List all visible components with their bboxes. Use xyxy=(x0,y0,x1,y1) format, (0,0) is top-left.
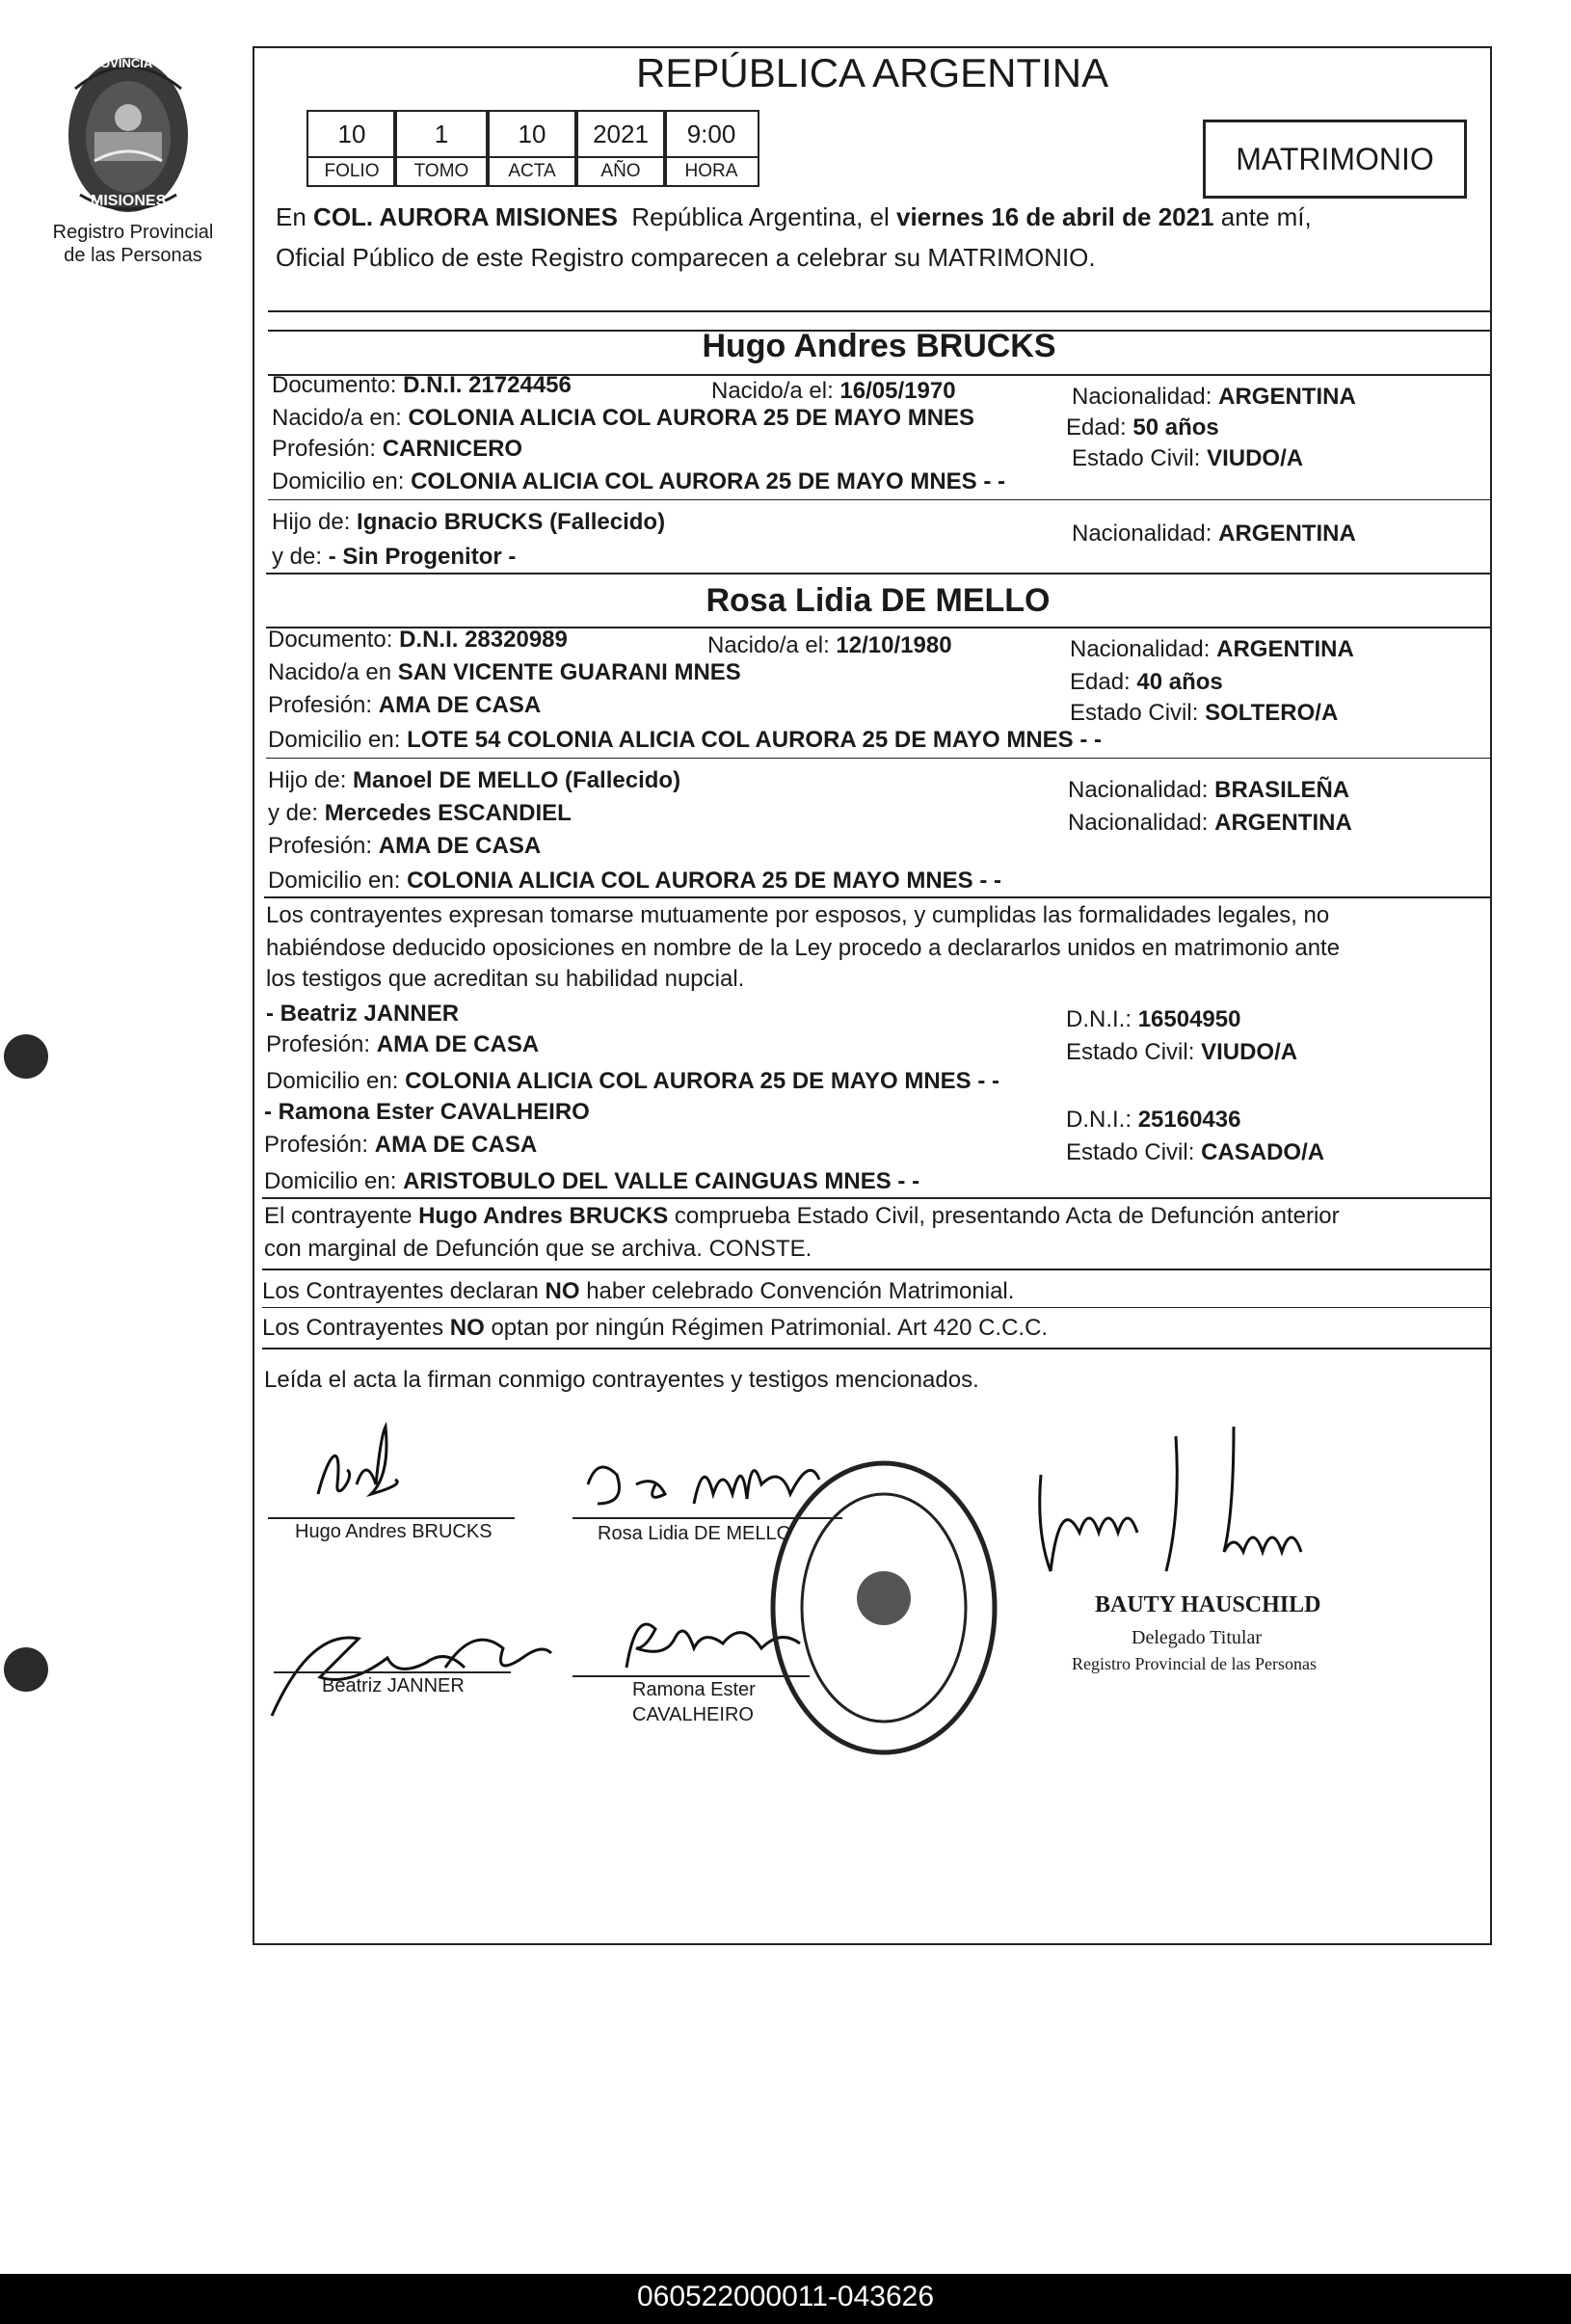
acta-value: 10 xyxy=(486,110,578,158)
regime-top xyxy=(262,1307,1490,1308)
witness1-name: - Beatriz JANNER xyxy=(266,1001,460,1027)
groom-name: Hugo Andres BRUCKS xyxy=(702,328,1056,364)
witness2-dni: D.N.I.: 25160436 xyxy=(1066,1107,1241,1133)
bride-born-on: Nacido/a el: 12/10/1980 xyxy=(707,632,952,658)
witness1-signature-label: Beatriz JANNER xyxy=(322,1675,465,1696)
official-org: Registro Provincial de las Personas xyxy=(1072,1654,1317,1673)
bride-profession: Profesión: AMA DE CASA xyxy=(268,692,542,718)
logo-text-top: PROVINCIA DE xyxy=(83,56,173,70)
hora-value: 9:00 xyxy=(663,110,759,158)
closing-top xyxy=(262,1348,1490,1349)
document-code: 060522000011-043626 xyxy=(636,2281,935,2312)
anio-label: AÑO xyxy=(574,156,667,187)
bride-parent2-profession: Profesión: AMA DE CASA xyxy=(268,833,542,859)
witness1-signature-line xyxy=(274,1671,511,1673)
official-title: Delegado Titular xyxy=(1132,1627,1262,1648)
groom-signature-label: Hugo Andres BRUCKS xyxy=(295,1521,493,1542)
civil-note-line2: con marginal de Defunción que se archiva. CONSTE. xyxy=(264,1236,812,1262)
convention-top xyxy=(262,1269,1490,1270)
punch-hole-bottom xyxy=(4,1647,48,1692)
folio-label: FOLIO xyxy=(306,156,397,187)
official-signature xyxy=(1022,1417,1388,1610)
official-name: BAUTY HAUSCHILD xyxy=(1095,1592,1321,1617)
witness1-civil-status: Estado Civil: VIUDO/A xyxy=(1066,1039,1298,1065)
bride-born-in: Nacido/a en SAN VICENTE GUARANI MNES xyxy=(268,659,741,685)
groom-profession: Profesión: CARNICERO xyxy=(272,436,523,462)
witness2-civil-status: Estado Civil: CASADO/A xyxy=(1066,1139,1325,1165)
anio-value: 2021 xyxy=(574,110,667,158)
witness1-signature xyxy=(253,1610,561,1725)
witness1-profession: Profesión: AMA DE CASA xyxy=(266,1031,540,1057)
groom-parent1: Hijo de: Ignacio BRUCKS (Fallecido) xyxy=(272,509,666,535)
registry-seal-stamp xyxy=(763,1454,1004,1762)
bride-parent2-address: Domicilio en: COLONIA ALICIA COL AURORA 25 DE MAYO MNES - - xyxy=(268,868,1001,894)
hora-label: HORA xyxy=(663,156,759,187)
convention-note: Los Contrayentes declaran NO haber celebrado Convención Matrimonial. xyxy=(262,1278,1015,1304)
tomo-value: 1 xyxy=(393,110,490,158)
bride-nationality: Nacionalidad: ARGENTINA xyxy=(1070,636,1354,662)
bride-address-rule xyxy=(266,758,1490,759)
groom-signature-line xyxy=(268,1517,515,1519)
witness2-profession: Profesión: AMA DE CASA xyxy=(264,1132,538,1158)
groom-parent2: y de: - Sin Progenitor - xyxy=(272,544,517,570)
bride-parent1: Hijo de: Manoel DE MELLO (Fallecido) xyxy=(268,767,681,793)
intro-line2: Oficial Público de este Registro comparecen a celebrar su MATRIMONIO. xyxy=(276,243,1096,272)
acta-label: ACTA xyxy=(486,156,578,187)
frame-right xyxy=(1490,46,1492,1943)
witness2-address: Domicilio en: ARISTOBULO DEL VALLE CAINGUAS MNES - - xyxy=(264,1168,920,1194)
bride-parent2-nationality: Nacionalidad: ARGENTINA xyxy=(1068,810,1352,836)
declaration-line2: habiéndose deducido oposiciones en nombre de la Ley procedo a declararlos unidos en matrimonio ante xyxy=(266,935,1341,961)
witness2-signature-label-2: CAVALHEIRO xyxy=(632,1704,754,1725)
groom-document: Documento: D.N.I. 21724456 xyxy=(272,372,572,398)
civil-note-line1: El contrayente Hugo Andres BRUCKS comprueba Estado Civil, presentando Acta de Defunción anterior xyxy=(264,1203,1340,1229)
punch-hole-top xyxy=(4,1034,48,1079)
bride-name: Rosa Lidia DE MELLO xyxy=(706,582,1051,619)
act-type-box: MATRIMONIO xyxy=(1203,120,1467,199)
groom-address-rule xyxy=(268,499,1490,500)
civil-note-top xyxy=(262,1197,1490,1199)
groom-age: Edad: 50 años xyxy=(1066,414,1219,441)
bride-address: Domicilio en: LOTE 54 COLONIA ALICIA COL AURORA 25 DE MAYO MNES - - xyxy=(268,727,1103,753)
groom-civil-status: Estado Civil: VIUDO/A xyxy=(1072,445,1304,471)
groom-address: Domicilio en: COLONIA ALICIA COL AURORA 25 DE MAYO MNES - - xyxy=(272,468,1005,494)
intro-line1: En COL. AURORA MISIONES República Argentina, el viernes 16 de abril de 2021 ante mí, xyxy=(276,202,1312,231)
bride-document: Documento: D.N.I. 28320989 xyxy=(268,627,568,653)
witness1-dni: D.N.I.: 16504950 xyxy=(1066,1006,1241,1032)
declaration-line1: Los contrayentes expresan tomarse mutuamente por esposos, y cumplidas las formalidades legales, no xyxy=(266,902,1330,928)
groom-parent1-nationality: Nacionalidad: ARGENTINA xyxy=(1072,521,1356,547)
declaration-line3: los testigos que acreditan su habilidad nupcial. xyxy=(266,966,745,992)
bride-age: Edad: 40 años xyxy=(1070,669,1223,695)
witness2-name: - Ramona Ester CAVALHEIRO xyxy=(264,1099,590,1125)
folio-value: 10 xyxy=(306,110,397,158)
frame-bottom xyxy=(253,1943,1492,1945)
bride-parent2: y de: Mercedes ESCANDIEL xyxy=(268,800,572,826)
groom-nationality: Nacionalidad: ARGENTINA xyxy=(1072,384,1356,410)
tomo-label: TOMO xyxy=(393,156,490,187)
registry-name-line2: de las Personas xyxy=(64,245,202,266)
witness1-address: Domicilio en: COLONIA ALICIA COL AURORA 25 DE MAYO MNES - - xyxy=(266,1068,999,1094)
bride-name-top xyxy=(266,573,1490,574)
declaration-top xyxy=(264,896,1490,898)
divider-intro xyxy=(268,310,1490,312)
country-title: REPÚBLICA ARGENTINA xyxy=(636,50,1109,95)
bride-civil-status: Estado Civil: SOLTERO/A xyxy=(1070,700,1339,726)
groom-born-on: Nacido/a el: 16/05/1970 xyxy=(711,378,956,404)
bride-parent1-nationality: Nacionalidad: BRASILEÑA xyxy=(1068,777,1350,803)
groom-signature xyxy=(289,1417,424,1523)
groom-born-in: Nacido/a en: COLONIA ALICIA COL AURORA 25 DE MAYO MNES xyxy=(272,405,975,431)
witness2-signature-label-1: Ramona Ester xyxy=(632,1679,756,1700)
registry-name-line1: Registro Provincial xyxy=(52,222,214,243)
regime-note: Los Contrayentes NO optan por ningún Régimen Patrimonial. Art 420 C.C.C. xyxy=(262,1315,1049,1341)
logo-text-bottom: MISIONES xyxy=(91,193,167,209)
bride-signature-label: Rosa Lidia DE MELLO xyxy=(598,1523,792,1544)
closing-note: Leída el acta la firman conmigo contrayentes y testigos mencionados. xyxy=(264,1367,979,1393)
